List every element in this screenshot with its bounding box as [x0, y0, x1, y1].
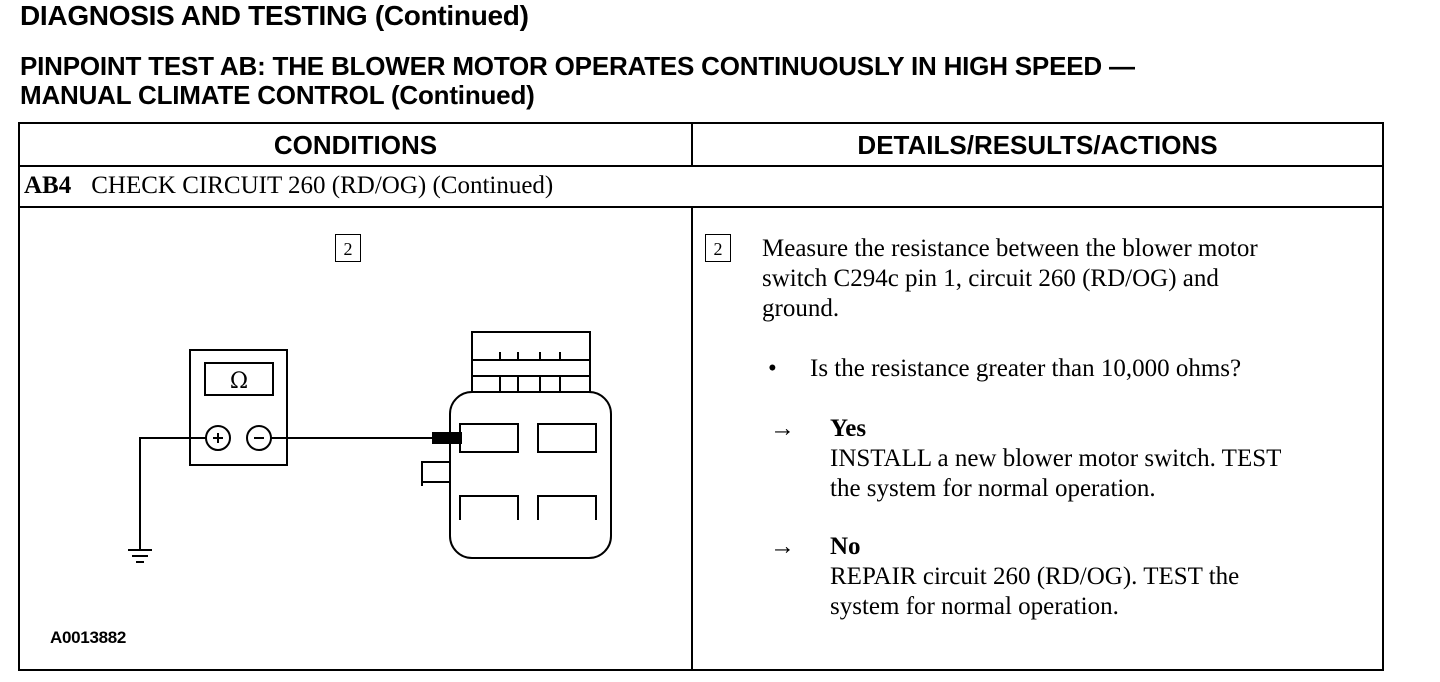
test-title-line-1: PINPOINT TEST AB: THE BLOWER MOTOR OPERATES CONTINUOUSLY IN HIGH SPEED — — [20, 51, 1135, 81]
conditions-step-number: 2 — [335, 234, 361, 262]
probe-tip-icon — [432, 432, 462, 444]
column-header-conditions: CONDITIONS — [273, 130, 438, 160]
yes-action-line: the system for normal operation. — [830, 475, 1156, 502]
step-title: CHECK CIRCUIT 260 (RD/OG) (Continued) — [91, 172, 554, 199]
arrow-no-icon: → — [770, 533, 795, 560]
step-row — [24, 172, 553, 200]
pinpoint-test-table — [18, 122, 1384, 671]
connector-c294c-icon — [450, 392, 611, 558]
figure-id: A0013882 — [50, 628, 127, 647]
step-id: AB4 — [24, 172, 72, 199]
yes-action-line: INSTALL a new blower motor switch. TEST — [830, 445, 1282, 472]
test-title-continued: (Continued) — [390, 80, 535, 110]
details-step-number: 2 — [705, 234, 731, 262]
no-label: No — [830, 533, 861, 560]
instruction-line: ground. — [762, 295, 840, 322]
column-header-details: DETAILS/RESULTS/ACTIONS — [857, 130, 1218, 160]
arrow-yes-icon: → — [770, 415, 795, 442]
question-text: Is the resistance greater than 10,000 ohms? — [810, 355, 1242, 382]
pinpoint-test-title — [20, 52, 1135, 110]
yes-label: Yes — [830, 415, 867, 442]
instruction-text — [762, 234, 1258, 324]
ohmmeter-connector-diagram — [20, 208, 690, 668]
bullet-icon: • — [768, 355, 777, 382]
instruction-line: Measure the resistance between the blower motor — [762, 235, 1258, 262]
header-divider — [20, 165, 1382, 167]
result-no — [830, 532, 1239, 622]
test-title-line-2 — [20, 81, 1135, 110]
page-heading: DIAGNOSIS AND TESTING (Continued) — [20, 0, 529, 31]
ohm-symbol: Ω — [229, 369, 249, 394]
instruction-line: switch C294c pin 1, circuit 260 (RD/OG) and — [762, 265, 1219, 292]
body-column-divider — [691, 206, 693, 669]
no-action-line: REPAIR circuit 260 (RD/OG). TEST the — [830, 563, 1240, 590]
result-yes — [830, 414, 1281, 504]
no-action-line: system for normal operation. — [830, 593, 1119, 620]
test-title-line-2-text: MANUAL CLIMATE CONTROL — [20, 80, 384, 110]
